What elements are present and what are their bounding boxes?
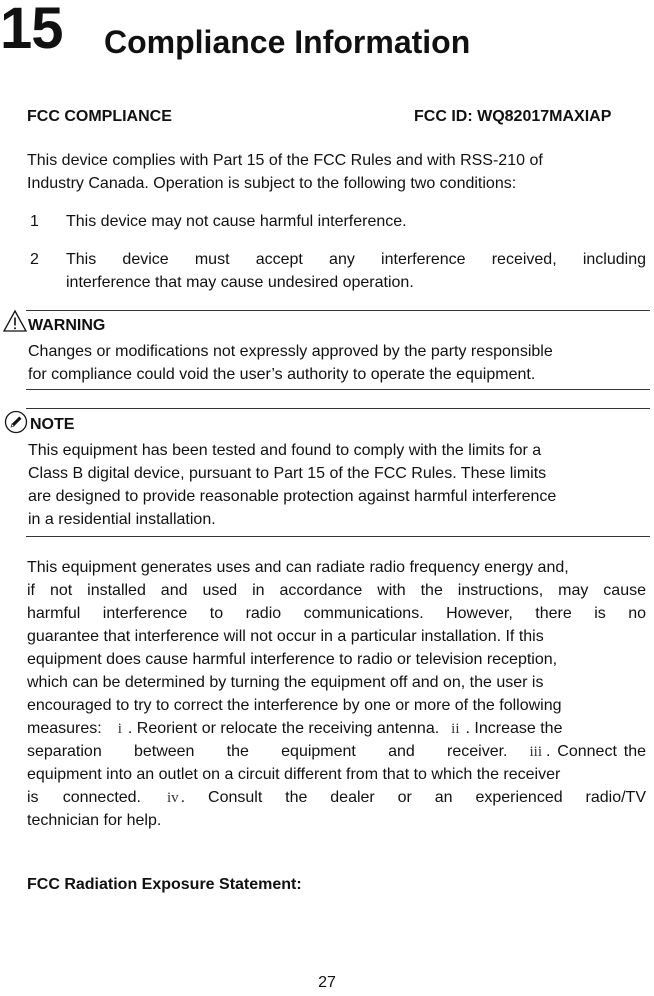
paragraph-line: if not installed and used in accordance with the instructions, may cause <box>27 582 646 599</box>
paragraph-line: encouraged to try to correct the interference by one or more of the following <box>27 697 562 714</box>
condition-number: 1 <box>30 213 39 230</box>
condition-text: This device may not cause harmful interference. <box>66 213 407 230</box>
measure-text: is connected. <box>27 789 141 806</box>
paragraph-line: guarantee that interference will not occur in a particular installation. If this <box>27 628 544 645</box>
paragraph-line: equipment into an outlet on a circuit different from that to which the receiver <box>27 766 561 783</box>
chapter-number: 15 <box>0 0 63 61</box>
measure-text: . Consult the dealer or an experienced radio/TV <box>180 789 646 806</box>
note-top-rule <box>26 408 650 409</box>
paragraph-line <box>27 787 646 810</box>
page-title: Compliance Information <box>104 24 471 60</box>
paragraph-line: technician for help. <box>27 812 162 829</box>
radiation-exposure-heading: FCC Radiation Exposure Statement: <box>27 876 302 893</box>
page-number: 27 <box>318 974 336 991</box>
warning-bottom-rule <box>26 389 650 390</box>
measures-label: measures: <box>27 720 102 737</box>
note-text-line: This equipment has been tested and found to comply with the limits for a <box>28 442 542 459</box>
measure-text: . Reorient or relocate the receiving antenna. <box>127 720 440 737</box>
paragraph-line <box>27 741 646 764</box>
warning-top-rule <box>26 310 650 311</box>
condition-number: 2 <box>30 251 39 268</box>
paragraph-line: This equipment generates uses and can radiate radio frequency energy and, <box>27 559 569 576</box>
pencil-note-icon <box>4 410 28 434</box>
warning-text-line: for compliance could void the user’s authority to operate the equipment. <box>28 366 536 383</box>
condition-text: interference that may cause undesired operation. <box>66 274 414 291</box>
paragraph-line: which can be determined by turning the equipment off and on, the user is <box>27 674 544 691</box>
note-title: NOTE <box>30 416 75 433</box>
condition-text: This device must accept any interference received, including <box>66 251 646 268</box>
fcc-compliance-heading: FCC COMPLIANCE <box>27 108 172 125</box>
roman-numeral: iv <box>167 790 179 806</box>
measure-text: separation between the equipment and receiver. <box>27 743 508 760</box>
warning-title: WARNING <box>28 317 106 334</box>
note-text-line: Class B digital device, pursuant to Part 15 of the FCC Rules. These limits <box>28 465 547 482</box>
measure-text: . Increase the <box>465 720 563 737</box>
paragraph-line: harmful interference to radio communications. However, there is no <box>27 605 646 622</box>
measure-text: . Connect the <box>546 743 646 760</box>
roman-numeral: i <box>117 721 122 737</box>
note-bottom-rule <box>26 536 650 537</box>
fcc-intro-line: Industry Canada. Operation is subject to the following two conditions: <box>27 175 517 192</box>
paragraph-line: equipment does cause harmful interference to radio or television reception, <box>27 651 558 668</box>
note-text-line: are designed to provide reasonable protection against harmful interference <box>28 488 557 505</box>
roman-numeral: iii <box>529 744 542 760</box>
note-text-line: in a residential installation. <box>28 511 216 528</box>
warning-text-line: Changes or modifications not expressly approved by the party responsible <box>28 343 553 360</box>
warning-triangle-icon <box>2 309 28 333</box>
fcc-id: FCC ID: WQ82017MAXIAP <box>414 108 612 125</box>
fcc-intro-line: This device complies with Part 15 of the FCC Rules and with RSS-210 of <box>27 152 543 169</box>
paragraph-line <box>27 718 562 741</box>
roman-numeral: ii <box>451 721 460 737</box>
